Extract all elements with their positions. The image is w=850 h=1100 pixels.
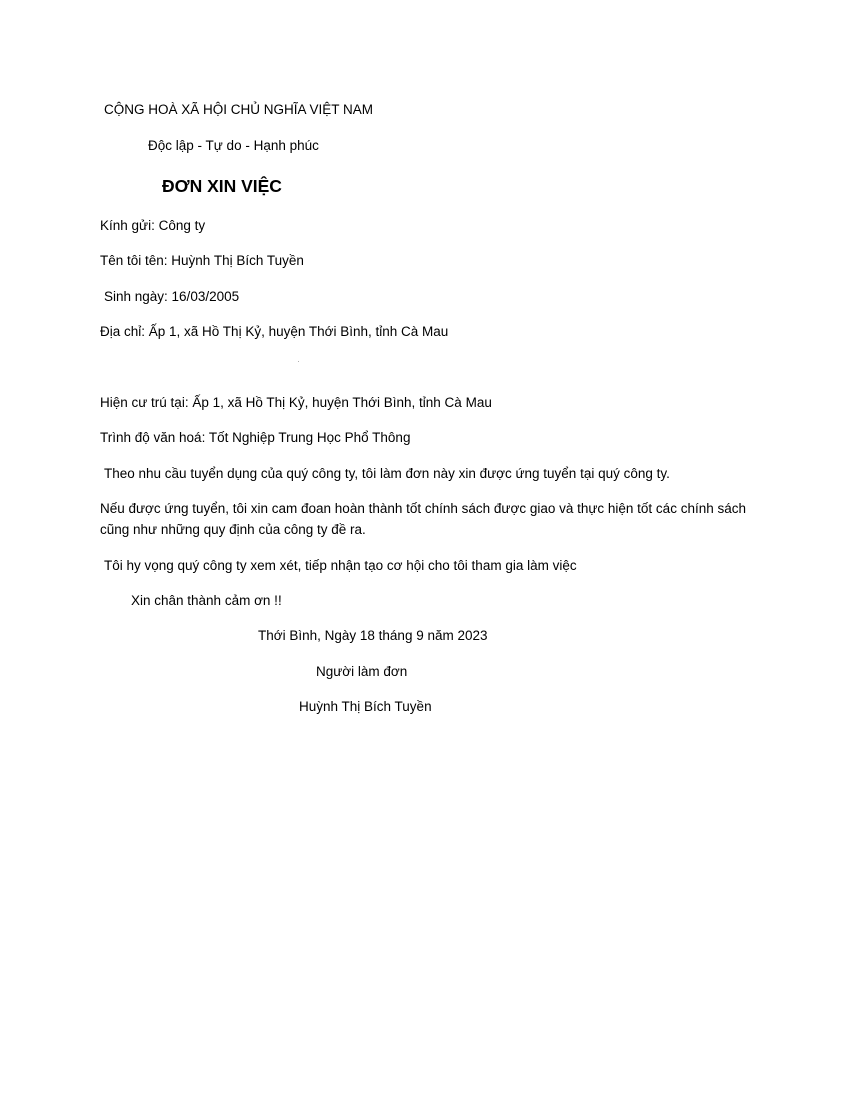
- document-title: ĐƠN XIN VIỆC: [162, 176, 282, 196]
- national-header: CỘNG HOÀ XÃ HỘI CHỦ NGHĨA VIỆT NAM: [104, 102, 374, 117]
- paragraph-3: Tôi hy vọng quý công ty xem xét, tiếp nhận tạo cơ hội cho tôi tham gia làm việc: [104, 558, 577, 573]
- signer-label: Người làm đơn: [316, 664, 408, 679]
- birth-line: Sinh ngày: 16/03/2005: [104, 289, 240, 304]
- signer-name: Huỳnh Thị Bích Tuyền: [299, 699, 432, 714]
- recipient-line: Kính gửi: Công ty: [100, 218, 206, 233]
- name-line: Tên tôi tên: Huỳnh Thị Bích Tuyền: [100, 253, 304, 268]
- place-date: Thới Bình, Ngày 18 tháng 9 năm 2023: [258, 628, 488, 643]
- paragraph-1: Theo nhu cầu tuyển dụng của quý công ty, tôi làm đơn này xin được ứng tuyển tại quý công ty.: [104, 466, 670, 481]
- residence-line: Hiện cư trú tại: Ấp 1, xã Hồ Thị Kỷ, huyện Thới Bình, tỉnh Cà Mau: [100, 395, 492, 410]
- motto: Độc lập - Tự do - Hạnh phúc: [148, 138, 319, 153]
- stray-dot: [298, 361, 299, 362]
- address-line: Địa chỉ: Ấp 1, xã Hồ Thị Kỷ, huyện Thới Bình, tỉnh Cà Mau: [100, 324, 449, 339]
- paragraph-2: Nếu được ứng tuyển, tôi xin cam đoan hoàn thành tốt chính sách được giao và thực hiện tốt các chính sách cũng như những quy định của công ty đề ra.: [100, 501, 746, 537]
- education-line: Trình độ văn hoá: Tốt Nghiệp Trung Học Phổ Thông: [100, 430, 411, 445]
- thanks-line: Xin chân thành cảm ơn !!: [131, 593, 282, 608]
